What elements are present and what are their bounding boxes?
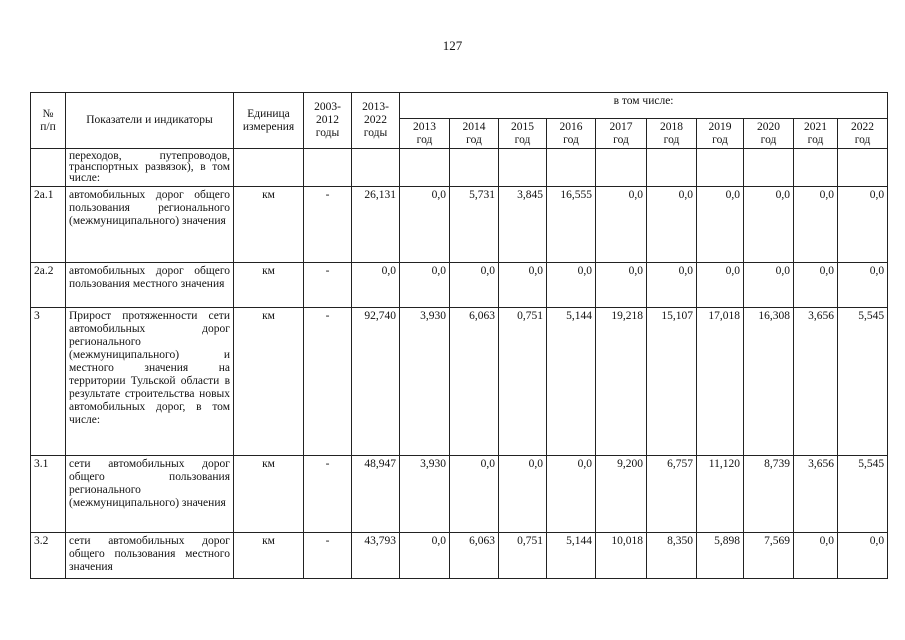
value-cell: 0,0	[596, 263, 647, 308]
value-cell: 5,898	[697, 533, 744, 579]
value-cell: 0,0	[838, 263, 888, 308]
year-label: год	[466, 134, 482, 146]
year-header	[596, 119, 647, 149]
unit-cell: км	[234, 308, 304, 456]
col-header-unit	[234, 93, 304, 149]
row-description: сети автомобильных дорог общего пользования регионального (межмуниципального) значения	[66, 456, 234, 533]
value-cell: 0,0	[647, 187, 697, 263]
year-value: 2020	[757, 121, 780, 133]
table-row-continuation	[31, 149, 888, 187]
col-header-unit-line2: измерения	[242, 120, 295, 133]
year-value: 2018	[660, 121, 683, 133]
year-label: год	[514, 134, 531, 146]
indicators-table	[30, 92, 888, 579]
col-header-no	[31, 93, 66, 149]
value-cell: 0,0	[499, 263, 547, 308]
unit-cell: км	[234, 456, 304, 533]
value-cell	[794, 149, 838, 187]
value-cell: 0,0	[400, 533, 450, 579]
value-cell: 0,0	[547, 263, 596, 308]
year-value: 2016	[559, 121, 583, 133]
year-header	[499, 119, 547, 149]
total-cell: 43,793	[352, 533, 400, 579]
year-header	[450, 119, 499, 149]
total-cell: 48,947	[352, 456, 400, 533]
value-cell: 5,731	[450, 187, 499, 263]
unit-cell: км	[234, 263, 304, 308]
value-cell	[499, 149, 547, 187]
period2-line1: 2013-	[362, 101, 389, 113]
page-number: 127	[442, 38, 463, 53]
year-header	[838, 119, 888, 149]
value-cell: 0,751	[499, 533, 547, 579]
period2-line2: 2022	[364, 114, 387, 126]
year-value: 2019	[708, 121, 732, 133]
year-value: 2017	[609, 121, 633, 133]
value-cell: 0,0	[794, 533, 838, 579]
row-description: автомобильных дорог общего пользования местного значения	[66, 263, 234, 308]
value-cell: 0,0	[400, 187, 450, 263]
value-cell: 9,200	[596, 456, 647, 533]
table-row	[31, 456, 888, 533]
value-cell: 0,0	[547, 456, 596, 533]
value-cell	[400, 149, 450, 187]
period1-cell: -	[304, 308, 352, 456]
table-row	[31, 308, 888, 456]
year-header	[647, 119, 697, 149]
year-label: год	[416, 134, 433, 146]
value-cell: 5,144	[547, 533, 596, 579]
year-value: 2022	[851, 121, 875, 133]
value-cell: 10,018	[596, 533, 647, 579]
row-number-cell: 3	[31, 308, 66, 456]
value-cell: 15,107	[647, 308, 697, 456]
period1-cell: -	[304, 533, 352, 579]
value-cell: 0,0	[450, 456, 499, 533]
year-label: год	[760, 134, 777, 146]
year-label: год	[712, 134, 728, 146]
header-row-1	[31, 93, 888, 119]
total-cell	[352, 149, 400, 187]
value-cell: 3,656	[794, 456, 838, 533]
total-cell: 0,0	[352, 263, 400, 308]
value-cell	[647, 149, 697, 187]
row-description: Прирост протяженности сети автомобильных дорог регионального (межмуниципального) и местного значения на территории Тульской области в результате строительства новых автомобильных дорог, в том числе:	[66, 308, 234, 456]
value-cell: 0,0	[838, 187, 888, 263]
year-label: год	[613, 134, 629, 146]
year-header	[744, 119, 794, 149]
row-description: автомобильных дорог общего пользования регионального (межмуниципального) значения	[66, 187, 234, 263]
row-number-cell: 2а.2	[31, 263, 66, 308]
value-cell: 5,545	[838, 456, 888, 533]
col-header-indicators: Показатели и индикаторы	[66, 93, 234, 149]
value-cell	[596, 149, 647, 187]
value-cell: 0,751	[499, 308, 547, 456]
col-header-no-line1: №	[42, 107, 54, 120]
table-row	[31, 533, 888, 579]
period1-line1: 2003-	[314, 101, 341, 113]
value-cell: 0,0	[794, 263, 838, 308]
col-header-unit-line1: Единица	[247, 107, 290, 120]
value-cell: 7,569	[744, 533, 794, 579]
value-cell: 0,0	[596, 187, 647, 263]
value-cell	[697, 149, 744, 187]
year-value: 2014	[462, 121, 486, 133]
value-cell: 8,739	[744, 456, 794, 533]
total-cell: 92,740	[352, 308, 400, 456]
value-cell: 0,0	[697, 187, 744, 263]
row-description: переходов, путепроводов, транспортных развязок), в том числе:	[66, 149, 234, 187]
table-row	[31, 187, 888, 263]
year-label: год	[663, 134, 680, 146]
value-cell: 16,308	[744, 308, 794, 456]
value-cell: 11,120	[697, 456, 744, 533]
period1-cell: -	[304, 456, 352, 533]
row-number-cell: 3.2	[31, 533, 66, 579]
year-label: год	[807, 134, 824, 146]
year-label: год	[563, 134, 579, 146]
year-label: год	[854, 134, 871, 146]
value-cell: 19,218	[596, 308, 647, 456]
row-description: сети автомобильных дорог общего пользования местного значения	[66, 533, 234, 579]
total-cell: 26,131	[352, 187, 400, 263]
col-header-no-line2: п/п	[40, 120, 56, 133]
col-header-period-2013-2022	[352, 93, 400, 149]
period1-cell	[304, 149, 352, 187]
value-cell: 0,0	[744, 263, 794, 308]
value-cell: 5,545	[838, 308, 888, 456]
year-value: 2015	[511, 121, 534, 133]
row-number-cell: 2а.1	[31, 187, 66, 263]
period1-cell: -	[304, 187, 352, 263]
value-cell: 16,555	[547, 187, 596, 263]
value-cell	[450, 149, 499, 187]
period1-line3: годы	[315, 127, 340, 139]
year-header	[794, 119, 838, 149]
value-cell: 0,0	[697, 263, 744, 308]
value-cell	[838, 149, 888, 187]
value-cell: 0,0	[499, 456, 547, 533]
value-cell: 6,757	[647, 456, 697, 533]
year-header	[697, 119, 744, 149]
value-cell	[547, 149, 596, 187]
value-cell: 3,930	[400, 308, 450, 456]
period1-cell: -	[304, 263, 352, 308]
period1-line2: 2012	[316, 114, 339, 126]
value-cell: 3,845	[499, 187, 547, 263]
value-cell: 0,0	[450, 263, 499, 308]
value-cell: 6,063	[450, 533, 499, 579]
value-cell: 0,0	[838, 533, 888, 579]
value-cell: 0,0	[647, 263, 697, 308]
col-header-including: в том числе:	[400, 93, 888, 119]
value-cell: 0,0	[400, 263, 450, 308]
value-cell	[744, 149, 794, 187]
row-number-cell	[31, 149, 66, 187]
value-cell: 0,0	[744, 187, 794, 263]
unit-cell	[234, 149, 304, 187]
year-value: 2021	[804, 121, 827, 133]
row-number-cell: 3.1	[31, 456, 66, 533]
value-cell: 17,018	[697, 308, 744, 456]
col-header-period-2003-2012	[304, 93, 352, 149]
unit-cell: км	[234, 533, 304, 579]
value-cell: 0,0	[794, 187, 838, 263]
value-cell: 3,930	[400, 456, 450, 533]
value-cell: 8,350	[647, 533, 697, 579]
value-cell: 6,063	[450, 308, 499, 456]
year-value: 2013	[413, 121, 436, 133]
unit-cell: км	[234, 187, 304, 263]
year-header	[400, 119, 450, 149]
value-cell: 3,656	[794, 308, 838, 456]
year-header	[547, 119, 596, 149]
period2-line3: годы	[363, 127, 388, 139]
table-row	[31, 263, 888, 308]
value-cell: 5,144	[547, 308, 596, 456]
